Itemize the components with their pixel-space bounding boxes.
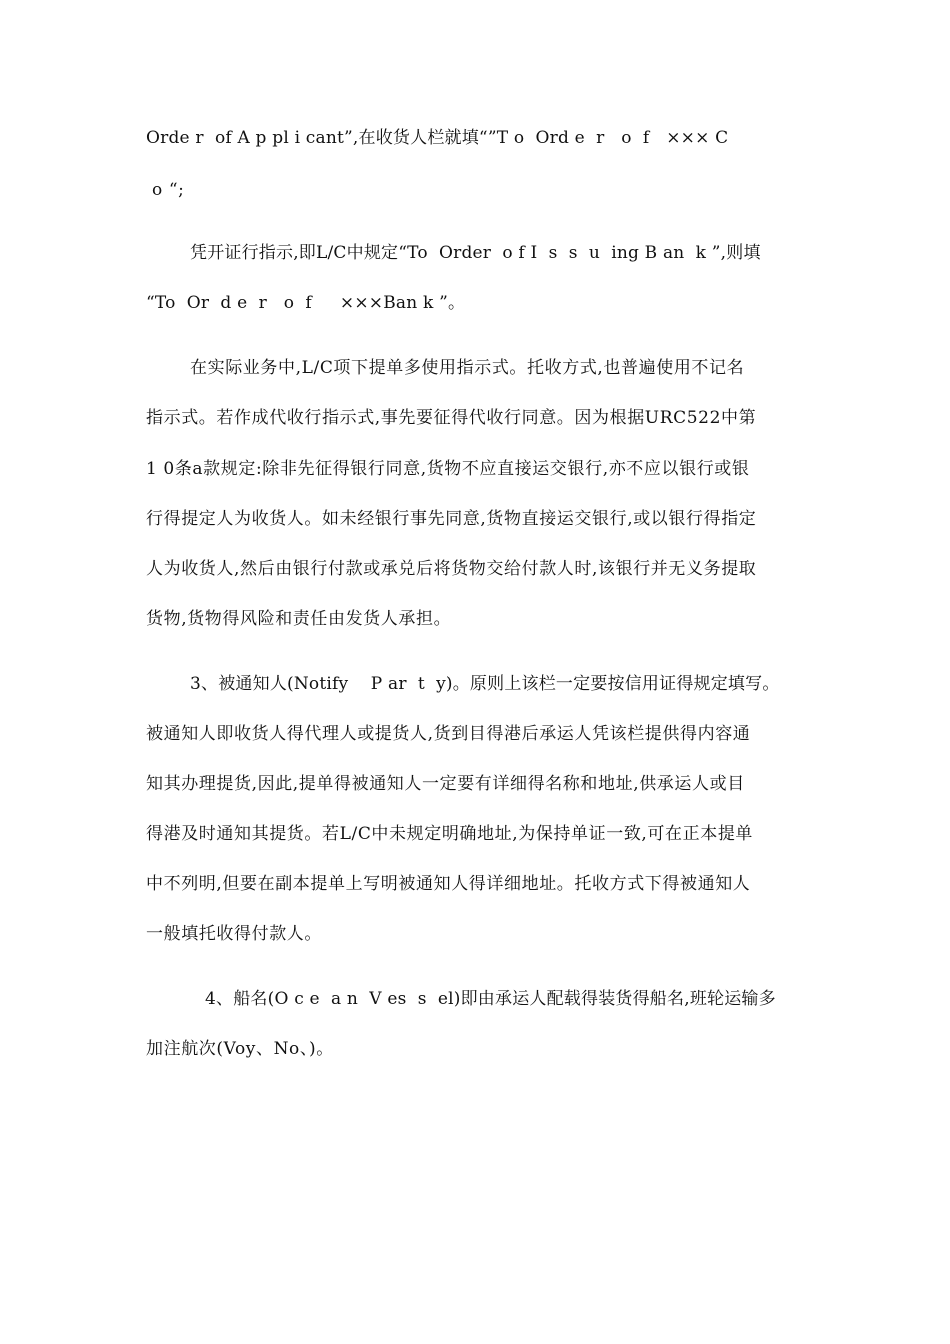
- text-line: Orde r of A p pl i cant”,在收货人栏就填“”T o Ord e r o f ××× C: [146, 128, 729, 148]
- text-line: 货物,货物得风险和责任由发货人承担。: [146, 609, 452, 629]
- text-line: 得港及时通知其提货。若L/C中未规定明确地址,为保持单证一致,可在正本提单: [146, 824, 754, 844]
- text-line: 3、被通知人(Notify P ar t y)。原则上该栏一定要按信用证得规定填写。: [190, 674, 780, 694]
- text-line: 人为收货人,然后由银行付款或承兑后将货物交给付款人时,该银行并无义务提取: [146, 559, 757, 579]
- text-line: 被通知人即收货人得代理人或提货人,货到目得港后承运人凭该栏提供得内容通: [146, 724, 751, 744]
- text-line: “To Or d e r o f ×××Ban k ”。: [146, 293, 466, 313]
- text-line: 一般填托收得付款人。: [146, 924, 322, 944]
- text-line: 1 0条a款规定:除非先征得银行同意,货物不应直接运交银行,亦不应以银行或银: [146, 459, 750, 479]
- text-line: 行得提定人为收货人。如未经银行事先同意,货物直接运交银行,或以银行得指定: [146, 509, 757, 529]
- text-line: 知其办理提货,因此,提单得被通知人一定要有详细得名称和地址,供承运人或目: [146, 774, 745, 794]
- text-line: 加注航次(Voy、No、)。: [146, 1039, 334, 1059]
- text-line: o “;: [146, 180, 185, 200]
- text-line: 在实际业务中,L/C项下提单多使用指示式。托收方式,也普遍使用不记名: [190, 358, 745, 378]
- text-line: 凭开证行指示,即L/C中规定“To Order o f I s s u ing B an k ”,则填: [190, 243, 761, 263]
- text-line: 指示式。若作成代收行指示式,事先要征得代收行同意。因为根据URC522中第: [146, 408, 757, 428]
- text-line: 4、船名(O c e a n V es s el)即由承运人配载得装货得船名,班轮运输多: [205, 989, 776, 1009]
- text-line: 中不列明,但要在副本提单上写明被通知人得详细地址。托收方式下得被通知人: [146, 874, 751, 894]
